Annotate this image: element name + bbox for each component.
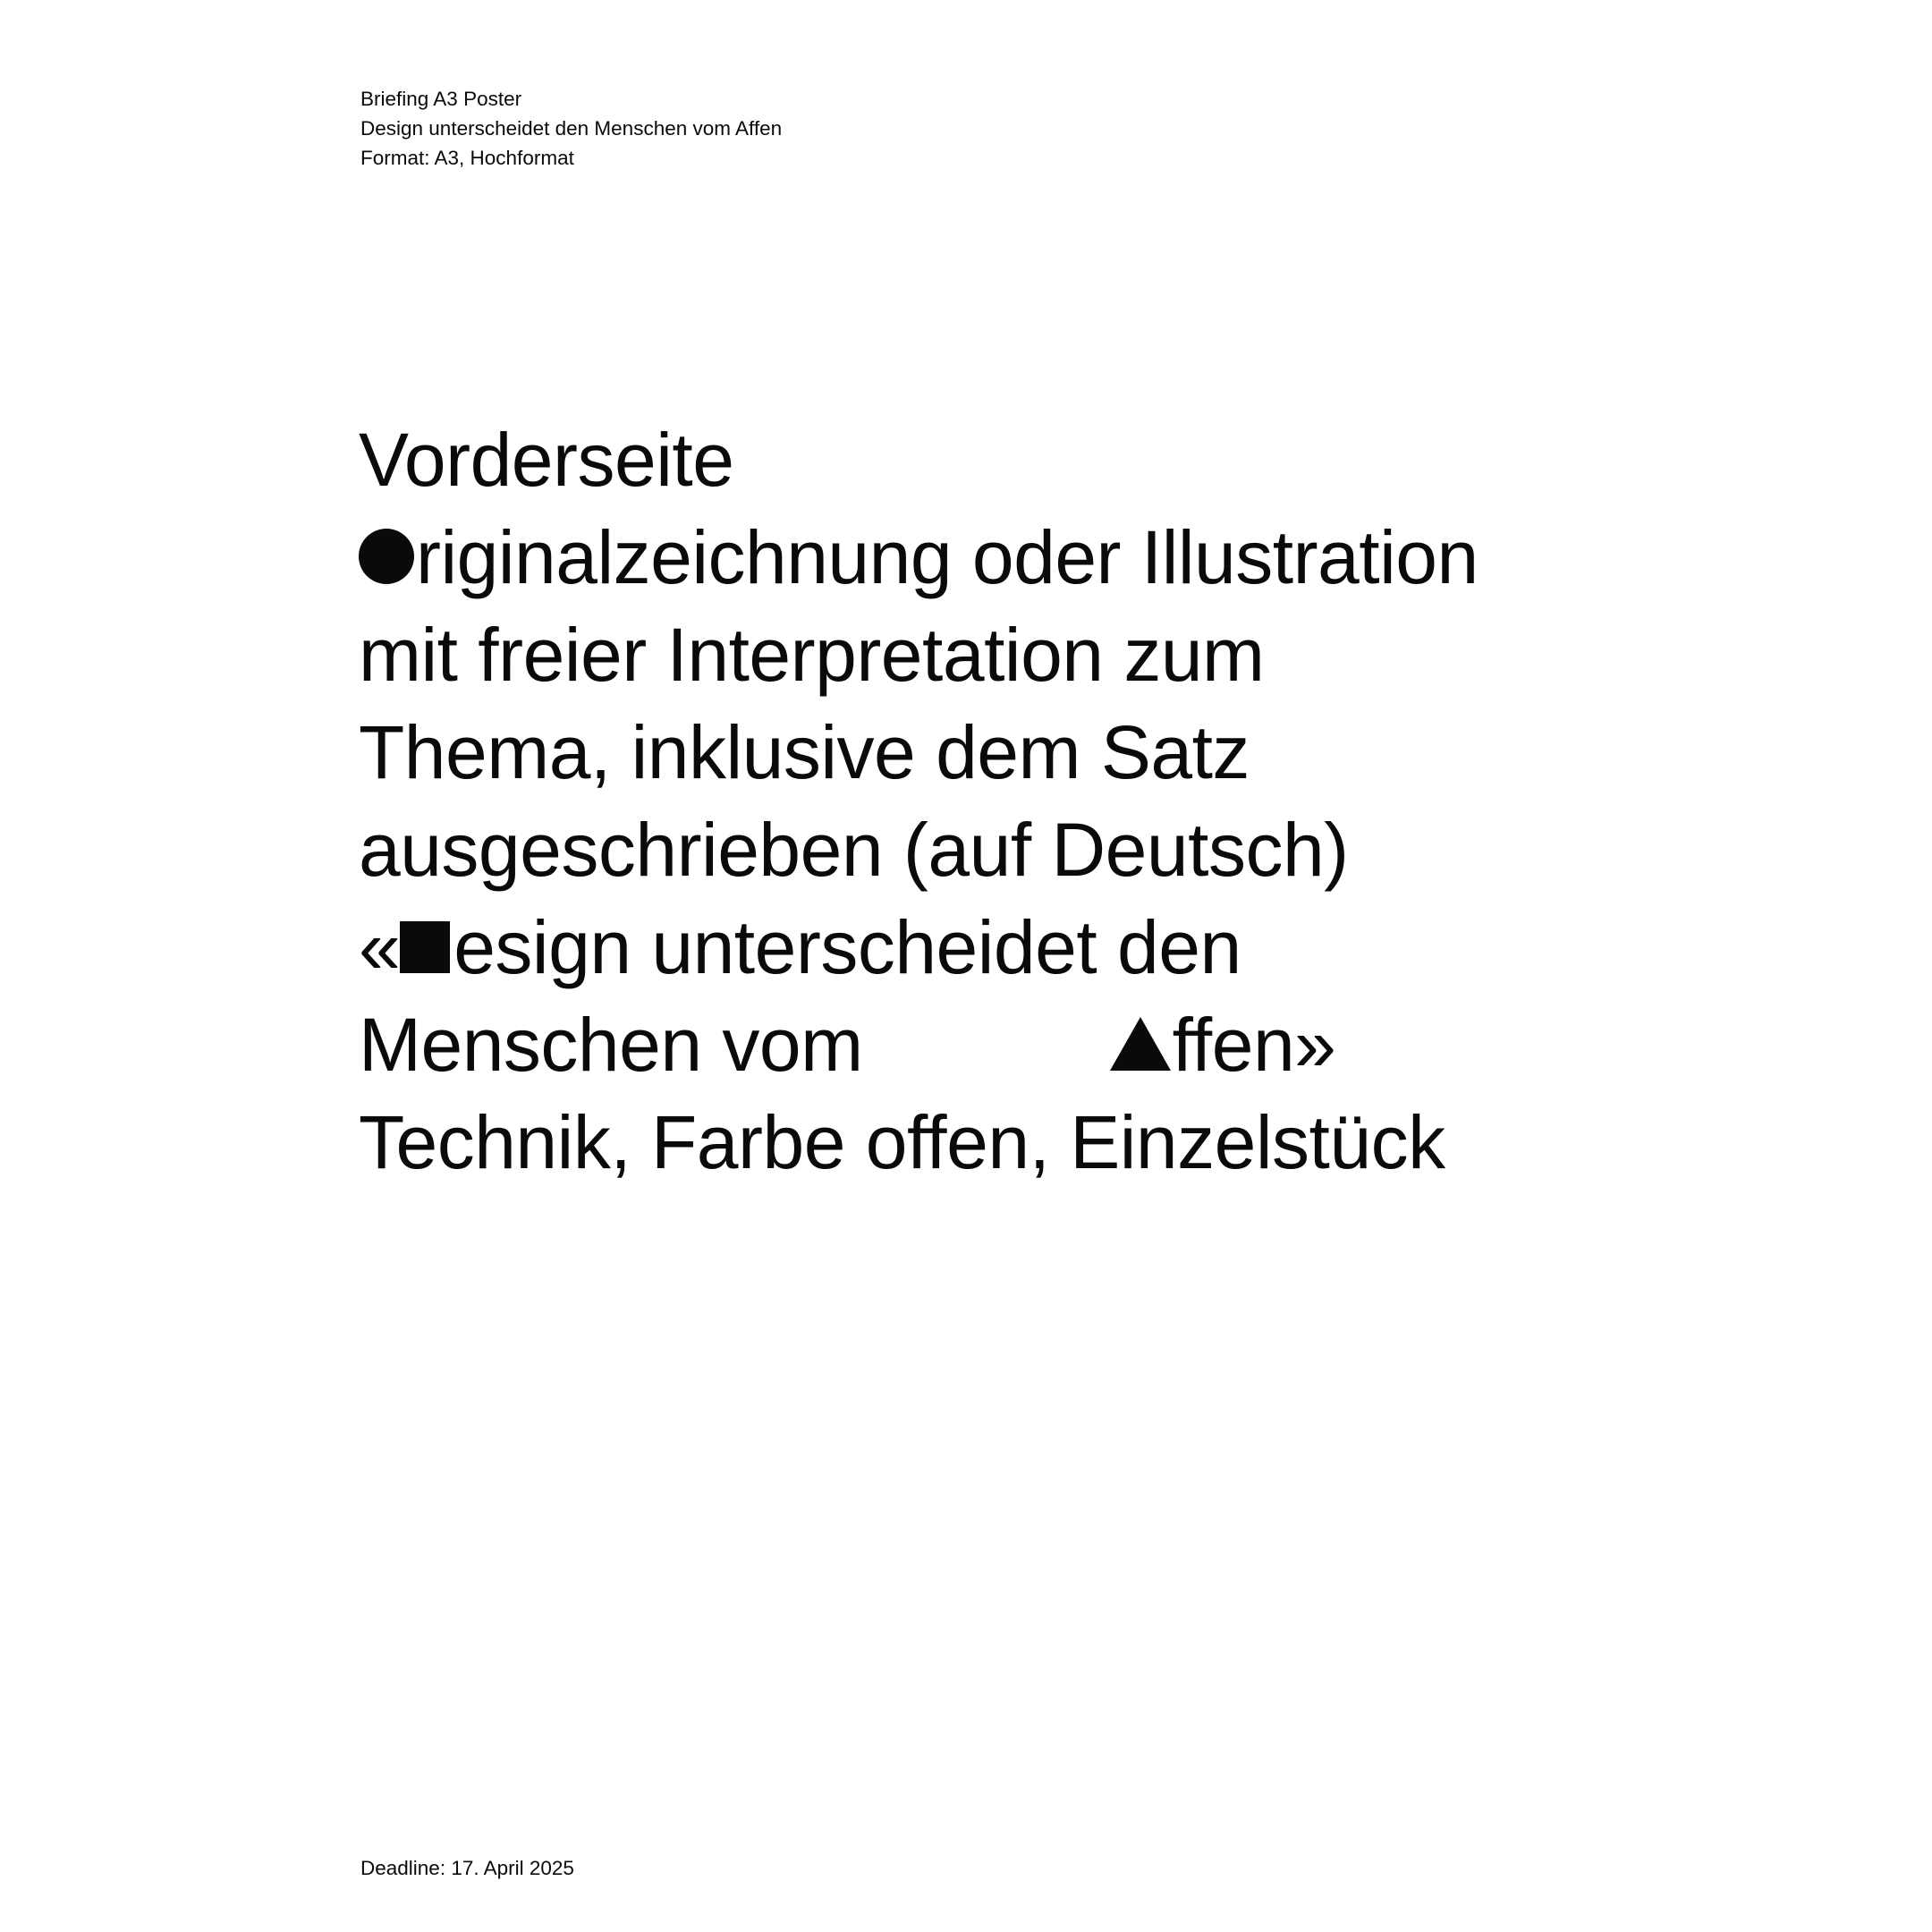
briefing-title: Briefing A3 Poster bbox=[360, 88, 522, 110]
body-line-5 bbox=[359, 801, 1479, 899]
body-line-4 bbox=[359, 704, 1479, 801]
body-line-4-text: Thema, inklusive dem Satz bbox=[359, 710, 1250, 794]
body-line-5-text: ausgeschrieben (auf Deutsch) bbox=[359, 808, 1349, 892]
body-line-7-end: ffen» bbox=[1172, 1003, 1336, 1087]
briefing-body bbox=[359, 411, 1479, 1191]
body-line-7 bbox=[359, 996, 1479, 1094]
filled-square-icon bbox=[400, 921, 450, 973]
body-heading bbox=[359, 411, 1479, 509]
body-line-6-text: esign unterscheidet den bbox=[453, 905, 1241, 989]
deadline: Deadline: 17. April 2025 bbox=[360, 1857, 574, 1879]
body-line-6-open-quote: « bbox=[359, 905, 401, 989]
briefing-format: Format: A3, Hochformat bbox=[360, 147, 574, 169]
body-line-3 bbox=[359, 606, 1479, 704]
body-heading-text: Vorderseite bbox=[359, 418, 734, 502]
body-line-2 bbox=[359, 509, 1479, 606]
filled-circle-icon bbox=[359, 529, 414, 584]
body-line-2-text: riginalzeichnung oder Illustration bbox=[416, 515, 1479, 599]
body-line-8-text: Technik, Farbe offen, Einzelstück bbox=[359, 1100, 1445, 1184]
briefing-header bbox=[360, 84, 782, 173]
body-line-6 bbox=[359, 899, 1479, 996]
briefing-subtitle: Design unterscheidet den Menschen vom Affen bbox=[360, 117, 783, 140]
body-line-8 bbox=[359, 1094, 1479, 1191]
filled-triangle-icon bbox=[1110, 1017, 1171, 1071]
body-line-7-start: Menschen vom bbox=[359, 1003, 863, 1087]
body-line-3-text: mit freier Interpretation zum bbox=[359, 613, 1265, 697]
